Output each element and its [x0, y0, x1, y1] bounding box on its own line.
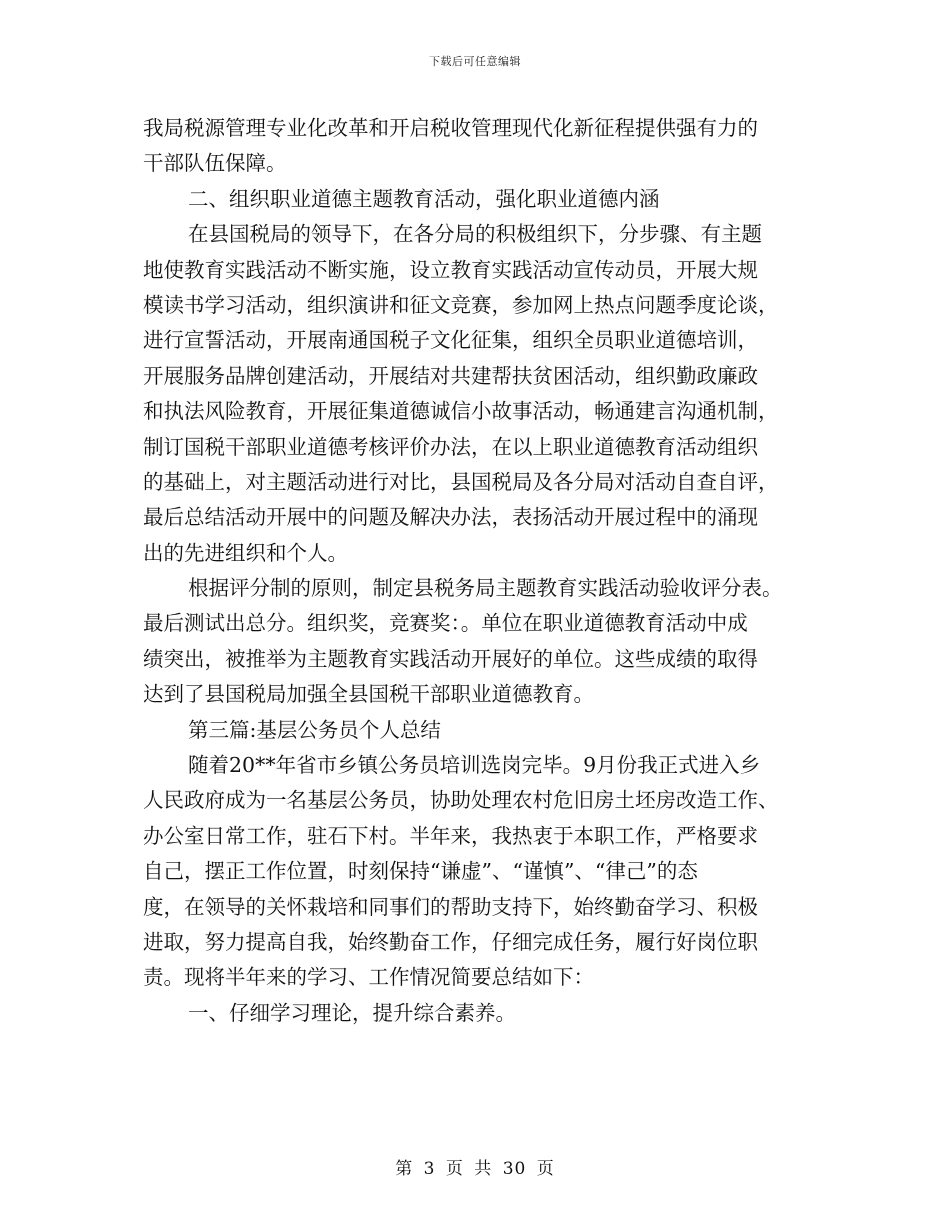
text-line: 一、仔细学习理论，提升综合素养。 — [188, 1000, 516, 1025]
text-line: 我局税源管理专业化改革和开启税收管理现代化新征程提供强有力的 — [143, 116, 758, 140]
text-line: 在县国税局的领导下，在各分局的积极组织下，分步骤、有主题 — [188, 222, 762, 247]
text-line: 办公室日常工作，驻石下村。半年来，我热衷于本职工作，严格要求 — [143, 823, 758, 848]
text-line: 达到了县国税局加强全县国税干部职业道德教育。 — [143, 682, 594, 707]
text-line: 最后测试出总分。组织奖，竞赛奖：。单位在职业道德教育活动中成 — [143, 611, 748, 636]
text-line: 出的先进组织和个人。 — [143, 540, 348, 565]
text-line: 模读书学习活动，组织演讲和征文竞赛，参加网上热点问题季度论谈， — [143, 292, 779, 317]
text-line: 和执法风险教育，开展征集道德诚信小故事活动，畅通建言沟通机制， — [143, 399, 779, 424]
text-line: 度，在领导的关怀栽培和同事们的帮助支持下，始终勤奋学习、积极 — [143, 894, 758, 919]
text-line: 进取，努力提高自我，始终勤奋工作，仔细完成任务，履行好岗位职 — [143, 929, 758, 954]
text-line: 开展服务品牌创建活动，开展结对共建帮扶贫困活动，组织勤政廉政 — [143, 363, 758, 388]
text-line: 干部队伍保障。 — [143, 151, 287, 176]
page-header: 下载后可任意编辑 — [429, 55, 521, 68]
text-line: 随着20**年省市乡镇公务员培训选岗完毕。9月份我正式进入乡 — [188, 753, 761, 778]
text-line: 地使教育实践活动不断实施，设立教育实践活动宣传动员，开展大规 — [143, 257, 758, 282]
text-line: 自己，摆正工作位置，时刻保持“谦虚”、“谨慎”、“律己”的态 — [143, 859, 698, 884]
text-line: 的基础上，对主题活动进行对比，县国税局及各分局对活动自查自评， — [143, 469, 779, 494]
text-line: 二、组织职业道德主题教育活动，强化职业道德内涵 — [188, 186, 660, 211]
text-line: 进行宣誓活动，开展南通国税子文化征集，组织全员职业道德培训， — [143, 328, 758, 353]
document-body — [143, 111, 808, 1031]
text-line: 人民政府成为一名基层公务员，协助处理农村危旧房土坯房改造工作、 — [143, 788, 779, 813]
text-line: 根据评分制的原则，制定县税务局主题教育实践活动验收评分表。 — [188, 576, 783, 601]
text-line: 制订国税干部职业道德考核评价办法，在以上职业道德教育活动组织 — [143, 434, 758, 459]
text-line: 最后总结活动开展中的问题及解决办法，表扬活动开展过程中的涌现 — [143, 505, 758, 530]
text-line: 第三篇:基层公务员个人总结 — [188, 717, 441, 742]
text-line: 绩突出，被推举为主题教育实践活动开展好的单位。这些成绩的取得 — [143, 646, 758, 671]
text-line: 责。现将半年来的学习、工作情况简要总结如下： — [143, 965, 594, 990]
page-footer: 第 3 页 共 30 页 — [395, 1159, 555, 1179]
